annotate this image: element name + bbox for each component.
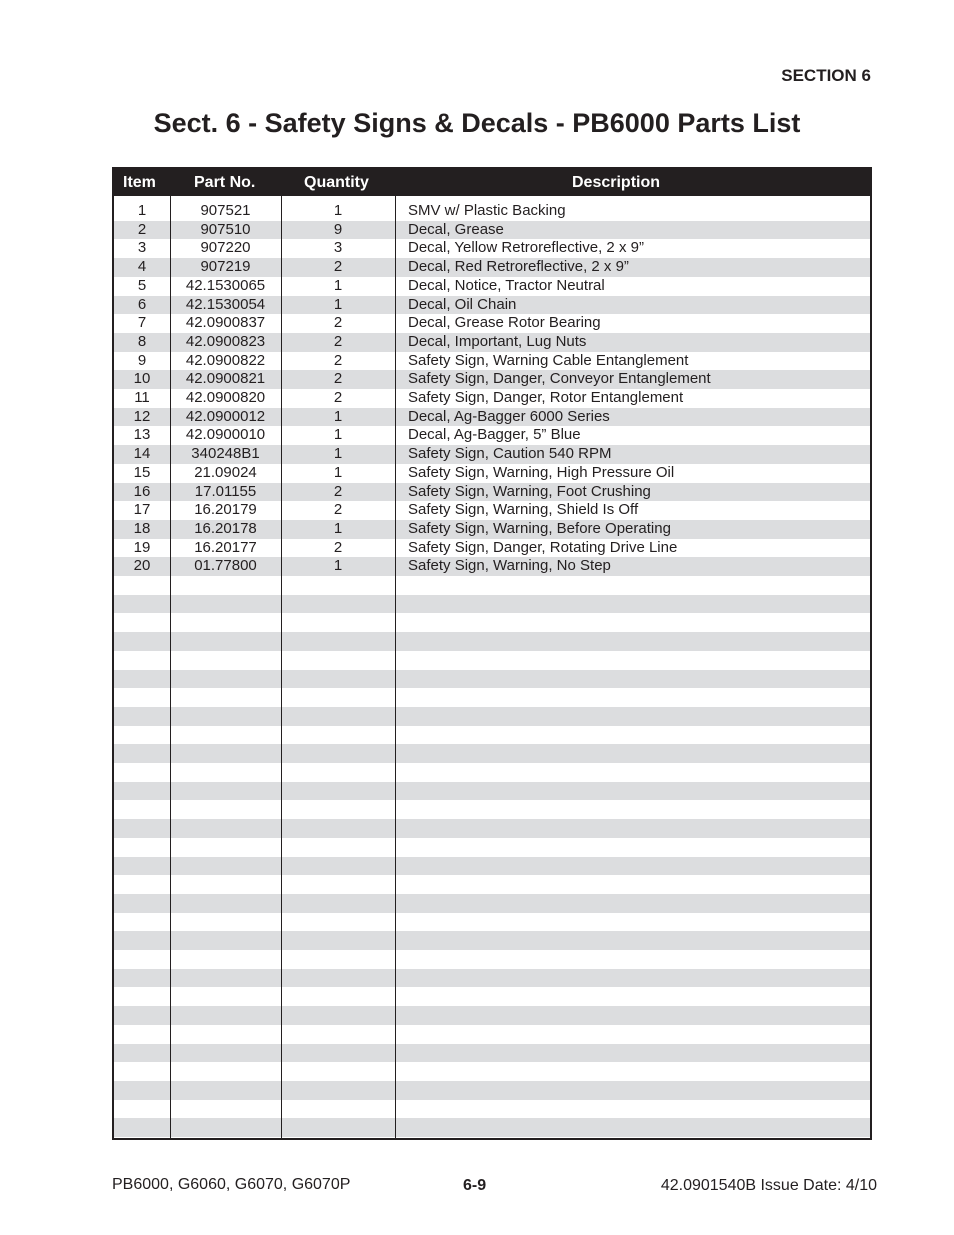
part-no-cell: 01.77800: [194, 557, 257, 575]
column-divider: [170, 196, 171, 1138]
part-no-cell: 42.0900822: [185, 351, 266, 369]
description-cell: Decal, Oil Chain: [408, 295, 517, 313]
empty-table-row: [114, 1062, 870, 1081]
part-no-cell: 21.09024: [194, 463, 257, 481]
part-no-cell: 907220: [200, 239, 251, 257]
item-cell: 7: [137, 314, 147, 332]
quantity-cell: 2: [333, 351, 343, 369]
part-no-cell: 42.1530065: [185, 276, 266, 294]
description-cell: Decal, Ag-Bagger, 5” Blue: [408, 426, 581, 444]
table-row: [114, 539, 870, 558]
quantity-cell: 1: [333, 463, 343, 481]
part-no-cell: 42.0900837: [185, 314, 266, 332]
item-cell: 12: [133, 407, 151, 425]
part-no-cell: 16.20177: [194, 538, 257, 556]
part-no-cell: 42.0900820: [185, 389, 266, 406]
part-no-cell: 17.01155: [194, 482, 257, 500]
table-row: [114, 202, 870, 221]
empty-table-row: [114, 1081, 870, 1100]
table-row: [114, 333, 870, 352]
table-row: [114, 408, 870, 427]
empty-table-row: [114, 819, 870, 838]
description-cell: Safety Sign, Warning, Before Operating: [408, 519, 671, 537]
quantity-cell: 2: [333, 538, 343, 556]
description-cell: Safety Sign, Caution 540 RPM: [408, 445, 612, 463]
empty-table-row: [114, 688, 870, 707]
table-row: [114, 221, 870, 240]
empty-table-row: [114, 782, 870, 801]
empty-table-row: [114, 576, 870, 595]
empty-table-row: [114, 913, 870, 932]
table-row: [114, 239, 870, 258]
empty-table-row: [114, 800, 870, 819]
description-cell: Safety Sign, Warning, High Pressure Oil: [408, 463, 675, 481]
table-row: [114, 464, 870, 483]
quantity-cell: 1: [333, 295, 343, 313]
quantity-cell: 2: [333, 314, 343, 332]
empty-table-row: [114, 1118, 870, 1137]
part-no-cell: 42.0900012: [185, 407, 266, 425]
quantity-cell: 2: [333, 501, 343, 519]
table-row: [114, 483, 870, 502]
quantity-cell: 2: [333, 332, 343, 350]
empty-table-row: [114, 987, 870, 1006]
description-cell: Decal, Grease: [408, 220, 504, 238]
table-row: [114, 258, 870, 277]
section-label: SECTION 6: [781, 66, 871, 85]
quantity-cell: 1: [333, 202, 343, 219]
empty-table-row: [114, 931, 870, 950]
page-title: Sect. 6 - Safety Signs & Decals - PB6000 Parts List: [153, 108, 801, 138]
table-row: [114, 426, 870, 445]
table-row: [114, 445, 870, 464]
item-cell: 14: [133, 445, 151, 463]
item-cell: 16: [133, 482, 151, 500]
item-cell: 13: [133, 426, 151, 444]
header-description: Description: [572, 174, 661, 191]
footer-doc-info: 42.0901540B Issue Date: 4/10: [660, 1177, 877, 1194]
quantity-cell: 2: [333, 482, 343, 500]
table-row: [114, 314, 870, 333]
description-cell: Decal, Notice, Tractor Neutral: [408, 276, 605, 294]
column-divider: [281, 196, 282, 1138]
description-cell: Safety Sign, Danger, Rotor Entanglement: [408, 389, 684, 406]
header-part-no: Part No.: [194, 174, 256, 191]
table-row: [114, 557, 870, 576]
table-row: [114, 501, 870, 520]
quantity-cell: 1: [333, 519, 343, 537]
description-cell: Safety Sign, Warning, Shield Is Off: [408, 501, 639, 519]
header-quantity: Quantity: [304, 174, 369, 191]
empty-table-row: [114, 857, 870, 876]
table-row: [114, 389, 870, 408]
empty-table-row: [114, 670, 870, 689]
part-no-cell: 340248B1: [191, 445, 260, 463]
column-divider: [395, 196, 396, 1138]
description-cell: Decal, Red Retroreflective, 2 x 9”: [408, 258, 629, 276]
quantity-cell: 1: [333, 426, 343, 444]
empty-table-row: [114, 595, 870, 614]
empty-table-row: [114, 613, 870, 632]
empty-table-row: [114, 1044, 870, 1063]
description-cell: Decal, Grease Rotor Bearing: [408, 314, 601, 332]
quantity-cell: 1: [333, 407, 343, 425]
part-no-cell: 907219: [200, 258, 251, 276]
quantity-cell: 2: [333, 370, 343, 388]
description-cell: Decal, Ag-Bagger 6000 Series: [408, 407, 610, 425]
item-cell: 9: [137, 351, 147, 369]
table-row: [114, 370, 870, 389]
table-row: [114, 296, 870, 315]
item-cell: 20: [133, 557, 151, 575]
item-cell: 2: [137, 220, 147, 238]
empty-table-row: [114, 875, 870, 894]
table-row: [114, 520, 870, 539]
part-no-cell: 42.1530054: [185, 295, 266, 313]
empty-table-row: [114, 651, 870, 670]
empty-table-row: [114, 1025, 870, 1044]
empty-table-row: [114, 763, 870, 782]
part-no-cell: 42.0900010: [185, 426, 266, 444]
table-header: [114, 169, 870, 196]
parts-table: [112, 167, 872, 1140]
empty-table-row: [114, 632, 870, 651]
quantity-cell: 1: [333, 276, 343, 294]
table-row: [114, 352, 870, 371]
table-row: [114, 277, 870, 296]
empty-table-row: [114, 707, 870, 726]
item-cell: 15: [133, 463, 151, 481]
description-cell: Decal, Important, Lug Nuts: [408, 332, 587, 350]
empty-table-row: [114, 894, 870, 913]
item-cell: 19: [133, 538, 151, 556]
empty-table-row: [114, 1006, 870, 1025]
item-cell: 1: [137, 202, 147, 219]
footer-models: PB6000, G6060, G6070, G6070P: [112, 1176, 351, 1193]
quantity-cell: 3: [333, 239, 343, 257]
description-cell: Safety Sign, Danger, Rotating Drive Line: [408, 538, 678, 556]
part-no-cell: 42.0900823: [185, 332, 266, 350]
description-cell: Decal, Yellow Retroreflective, 2 x 9”: [408, 239, 644, 257]
part-no-cell: 16.20178: [194, 519, 257, 537]
quantity-cell: 1: [333, 557, 343, 575]
description-cell: SMV w/ Plastic Backing: [408, 202, 566, 219]
item-cell: 4: [137, 258, 147, 276]
quantity-cell: 9: [333, 220, 343, 238]
description-cell: Safety Sign, Warning Cable Entanglement: [408, 351, 689, 369]
part-no-cell: 42.0900821: [185, 370, 266, 388]
quantity-cell: 2: [333, 258, 343, 276]
item-cell: 10: [133, 370, 151, 388]
item-cell: 5: [137, 276, 147, 294]
part-no-cell: 907510: [200, 220, 251, 238]
item-cell: 18: [133, 519, 151, 537]
description-cell: Safety Sign, Danger, Conveyor Entanglement: [408, 370, 711, 388]
empty-table-row: [114, 726, 870, 745]
empty-table-row: [114, 744, 870, 763]
part-no-cell: 16.20179: [194, 501, 257, 519]
empty-table-row: [114, 950, 870, 969]
part-no-cell: 907521: [200, 202, 251, 219]
description-cell: Safety Sign, Warning, No Step: [408, 557, 611, 575]
quantity-cell: 2: [333, 389, 343, 406]
empty-table-row: [114, 1100, 870, 1119]
item-cell: 6: [137, 295, 147, 313]
item-cell: 17: [133, 501, 151, 519]
item-cell: 8: [137, 332, 147, 350]
item-cell: 3: [137, 239, 147, 257]
empty-table-row: [114, 969, 870, 988]
item-cell: 11: [134, 389, 150, 406]
description-cell: Safety Sign, Warning, Foot Crushing: [408, 482, 651, 500]
empty-table-row: [114, 838, 870, 857]
header-item: Item: [123, 174, 156, 191]
footer-page-number: 6-9: [463, 1177, 487, 1194]
quantity-cell: 1: [333, 445, 343, 463]
